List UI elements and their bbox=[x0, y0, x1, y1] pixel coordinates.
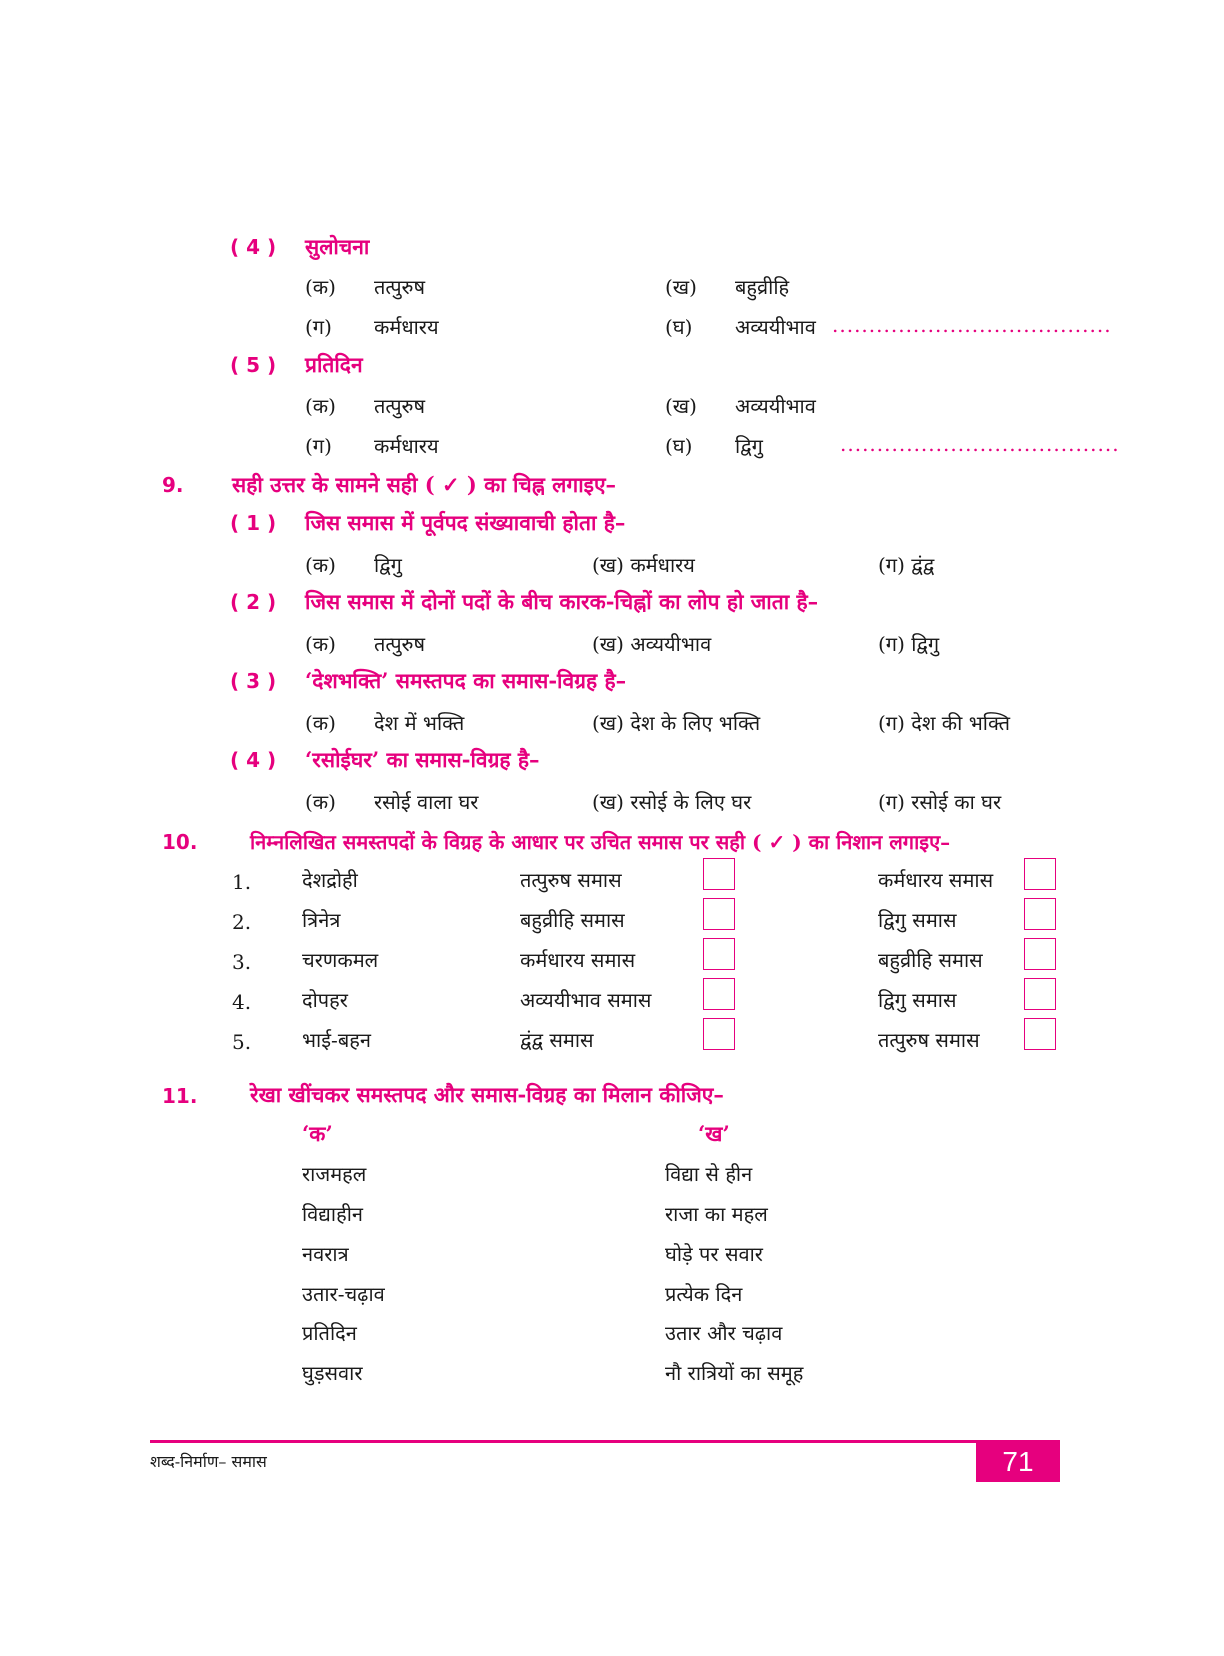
q9-2-question: जिस समास में दोनों पदों के बीच कारक-चिह्नों का लोप हो जाता है– bbox=[305, 589, 819, 614]
q8-4-opt-ga-letter: (ग) bbox=[305, 315, 332, 339]
q11-left-item-5[interactable]: प्रतिदिन bbox=[302, 1321, 357, 1345]
q8-5-opt-ga-letter: (ग) bbox=[305, 434, 332, 458]
q10-row-4-opt2-checkbox[interactable] bbox=[1024, 978, 1056, 1010]
q8-4-word: सुलोचना bbox=[305, 234, 370, 259]
q10-row-2-number: 2. bbox=[232, 910, 252, 934]
q9-2-opt-kha[interactable]: (ख) अव्ययीभाव bbox=[592, 632, 712, 656]
q10-row-1-opt1: तत्पुरुष समास bbox=[520, 868, 622, 892]
q10-row-2-opt2-checkbox[interactable] bbox=[1024, 898, 1056, 930]
q8-4-number: ( 4 ) bbox=[230, 235, 277, 259]
q8-5-opt-ka-letter: (क) bbox=[305, 394, 336, 418]
q10-number: 10. bbox=[162, 830, 198, 854]
q11-right-item-3[interactable]: घोड़े पर सवार bbox=[665, 1242, 763, 1266]
q11-left-item-2[interactable]: विद्याहीन bbox=[302, 1202, 363, 1226]
q10-row-1-opt2-checkbox[interactable] bbox=[1024, 858, 1056, 890]
q10-row-3-opt1-checkbox[interactable] bbox=[703, 938, 735, 970]
q9-4-opt-ka-letter[interactable]: (क) bbox=[305, 790, 336, 814]
q9-3-number: ( 3 ) bbox=[230, 669, 277, 693]
q10-row-5-number: 5. bbox=[232, 1030, 252, 1054]
q10-row-3-opt1: कर्मधारय समास bbox=[520, 948, 636, 972]
q10-row-4-number: 4. bbox=[232, 990, 252, 1014]
q8-5-opt-ga-text: कर्मधारय bbox=[374, 434, 439, 458]
q10-row-1-number: 1. bbox=[232, 870, 252, 894]
q10-row-2-word: त्रिनेत्र bbox=[302, 908, 341, 932]
q9-2-number: ( 2 ) bbox=[230, 590, 277, 614]
q9-2-opt-ga[interactable]: (ग) द्विगु bbox=[878, 632, 940, 656]
q8-5-opt-kha-text: अव्ययीभाव bbox=[735, 394, 816, 418]
q10-row-5-word: भाई-बहन bbox=[302, 1028, 371, 1052]
q9-3-opt-ka-text[interactable]: देश में भक्ति bbox=[374, 711, 465, 735]
q8-4-opt-gha-text: अव्ययीभाव bbox=[735, 315, 816, 339]
q10-row-3-word: चरणकमल bbox=[302, 948, 379, 972]
q9-3-opt-ka-letter[interactable]: (क) bbox=[305, 711, 336, 735]
q11-left-item-6[interactable]: घुड़सवार bbox=[302, 1361, 363, 1385]
q9-4-opt-ka-text[interactable]: रसोई वाला घर bbox=[374, 790, 479, 814]
q9-4-opt-kha[interactable]: (ख) रसोई के लिए घर bbox=[592, 790, 752, 814]
q8-4-opt-ka-text: तत्पुरुष bbox=[374, 275, 426, 299]
q8-5-number: ( 5 ) bbox=[230, 353, 277, 377]
q9-3-question: ‘देशभक्ति’ समस्तपद का समास-विग्रह है– bbox=[305, 668, 627, 693]
q11-column-b-heading: ‘ख’ bbox=[698, 1121, 730, 1146]
q11-left-item-1[interactable]: राजमहल bbox=[302, 1162, 367, 1186]
q9-4-question: ‘रसोईघर’ का समास-विग्रह है– bbox=[305, 747, 540, 772]
q10-row-2-opt1-checkbox[interactable] bbox=[703, 898, 735, 930]
q10-row-5-opt2-checkbox[interactable] bbox=[1024, 1018, 1056, 1050]
q11-right-item-1[interactable]: विद्या से हीन bbox=[665, 1162, 753, 1186]
q10-title: निम्नलिखित समस्तपदों के विग्रह के आधार पर उचित समास पर सही ( ✓ ) का निशान लगाइए– bbox=[250, 830, 951, 854]
q11-right-item-5[interactable]: उतार और चढ़ाव bbox=[665, 1321, 783, 1345]
q9-title: सही उत्तर के सामने सही ( ✓ ) का चिह्न लगाइए– bbox=[232, 472, 617, 497]
page-number: 71 bbox=[976, 1442, 1060, 1482]
q9-1-number: ( 1 ) bbox=[230, 511, 277, 535]
q8-4-opt-gha-letter: (घ) bbox=[665, 315, 693, 339]
q11-left-item-3[interactable]: नवरात्र bbox=[302, 1242, 349, 1266]
q10-row-4-opt2: द्विगु समास bbox=[878, 988, 957, 1012]
q10-row-1-word: देशद्रोही bbox=[302, 868, 358, 892]
q11-column-a-heading: ‘क’ bbox=[302, 1121, 333, 1146]
q8-5-answer-line[interactable]: ...................................... bbox=[840, 432, 1120, 456]
q10-row-1-opt1-checkbox[interactable] bbox=[703, 858, 735, 890]
q9-number: 9. bbox=[162, 473, 184, 497]
q11-left-item-4[interactable]: उतार-चढ़ाव bbox=[302, 1282, 385, 1306]
q11-right-item-4[interactable]: प्रत्येक दिन bbox=[665, 1282, 743, 1306]
q8-5-opt-kha-letter: (ख) bbox=[665, 394, 697, 418]
q10-row-3-opt2-checkbox[interactable] bbox=[1024, 938, 1056, 970]
q8-5-opt-ka-text: तत्पुरुष bbox=[374, 394, 426, 418]
q8-4-opt-kha-text: बहुव्रीहि bbox=[735, 275, 790, 299]
q9-1-opt-kha[interactable]: (ख) कर्मधारय bbox=[592, 553, 695, 577]
q9-1-opt-ga[interactable]: (ग) द्वंद्व bbox=[878, 553, 935, 577]
footer-chapter-title: शब्द-निर्माण– समास bbox=[150, 1452, 267, 1471]
q9-2-opt-ka-text[interactable]: तत्पुरुष bbox=[374, 632, 426, 656]
q11-title: रेखा खींचकर समस्तपद और समास-विग्रह का मिलान कीजिए– bbox=[250, 1082, 724, 1107]
footer-divider bbox=[150, 1440, 1060, 1443]
q10-row-2-opt1: बहुव्रीहि समास bbox=[520, 908, 625, 932]
q8-4-answer-line[interactable]: ...................................... bbox=[832, 313, 1112, 337]
q11-right-item-2[interactable]: राजा का महल bbox=[665, 1202, 768, 1226]
q10-row-3-number: 3. bbox=[232, 950, 252, 974]
q8-5-word: प्रतिदिन bbox=[305, 352, 363, 377]
q8-5-opt-gha-text: द्विगु bbox=[735, 434, 763, 458]
q10-row-5-opt1: द्वंद्व समास bbox=[520, 1028, 594, 1052]
q10-row-4-word: दोपहर bbox=[302, 988, 348, 1012]
q10-row-4-opt1: अव्ययीभाव समास bbox=[520, 988, 652, 1012]
q10-row-5-opt2: तत्पुरुष समास bbox=[878, 1028, 980, 1052]
q9-1-opt-ka-letter[interactable]: (क) bbox=[305, 553, 336, 577]
q9-4-opt-ga[interactable]: (ग) रसोई का घर bbox=[878, 790, 1002, 814]
q11-number: 11. bbox=[162, 1084, 198, 1108]
q9-3-opt-kha[interactable]: (ख) देश के लिए भक्ति bbox=[592, 711, 761, 735]
q9-1-question: जिस समास में पूर्वपद संख्यावाची होता है– bbox=[305, 510, 626, 535]
q10-row-1-opt2: कर्मधारय समास bbox=[878, 868, 994, 892]
q8-4-opt-ga-text: कर्मधारय bbox=[374, 315, 439, 339]
q8-5-opt-gha-letter: (घ) bbox=[665, 434, 693, 458]
q8-4-opt-ka-letter: (क) bbox=[305, 275, 336, 299]
q10-row-5-opt1-checkbox[interactable] bbox=[703, 1018, 735, 1050]
q9-3-opt-ga[interactable]: (ग) देश की भक्ति bbox=[878, 711, 1011, 735]
q10-row-4-opt1-checkbox[interactable] bbox=[703, 978, 735, 1010]
q10-row-2-opt2: द्विगु समास bbox=[878, 908, 957, 932]
q9-1-opt-ka-text[interactable]: द्विगु bbox=[374, 553, 402, 577]
q8-4-opt-kha-letter: (ख) bbox=[665, 275, 697, 299]
q10-row-3-opt2: बहुव्रीहि समास bbox=[878, 948, 983, 972]
q9-4-number: ( 4 ) bbox=[230, 748, 277, 772]
q11-right-item-6[interactable]: नौ रात्रियों का समूह bbox=[665, 1361, 804, 1385]
q9-2-opt-ka-letter[interactable]: (क) bbox=[305, 632, 336, 656]
